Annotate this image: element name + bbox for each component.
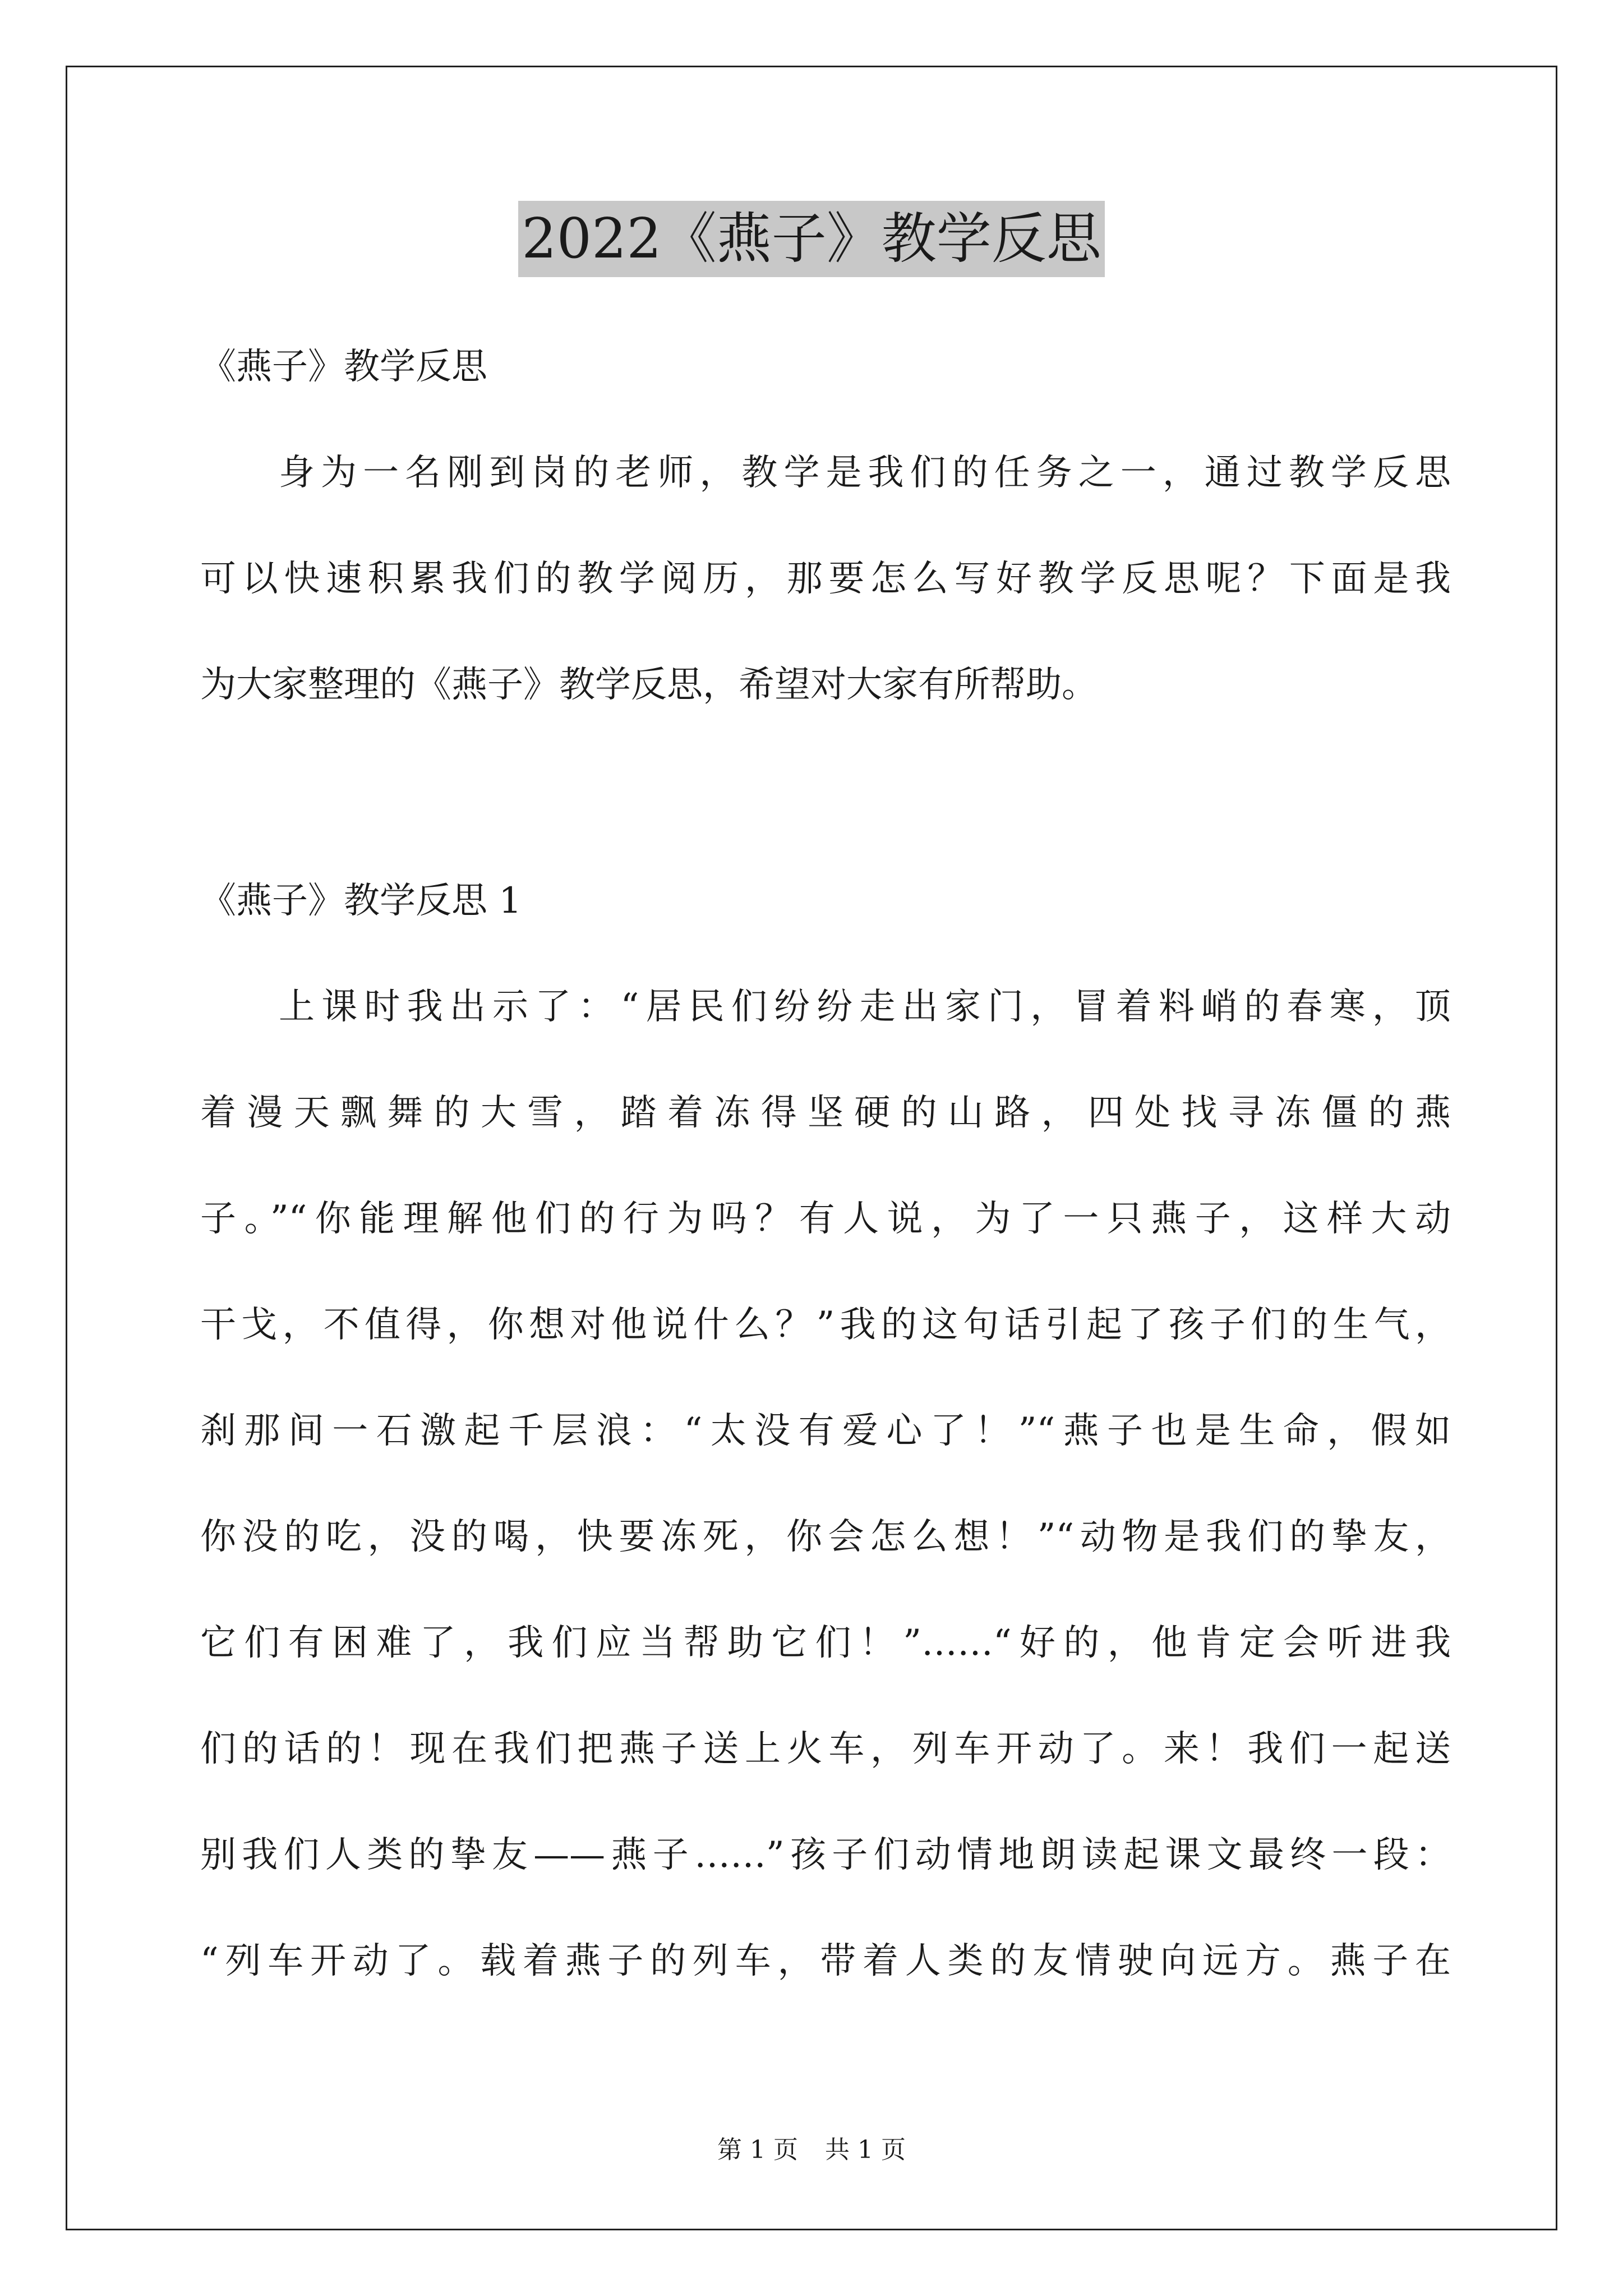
page-number: 第 1 页	[717, 2136, 798, 2164]
section-line: 们的话的！现在我们把燕子送上火车，列车开动了。来！我们一起送	[200, 1728, 1451, 1770]
section-line: 刹那间一石激起千层浪：“太没有爱心了！”“燕子也是生命，假如	[200, 1410, 1451, 1452]
paragraph-gap	[200, 738, 1451, 848]
intro-line: 为大家整理的《燕子》教学反思，希望对大家有所帮助。	[200, 664, 1098, 706]
section-line: 子。”“你能理解他们的行为吗？有人说，为了一只燕子，这样大动	[200, 1198, 1451, 1240]
section-line: 你没的吃，没的喝，快要冻死，你会怎么想！”“动物是我们的挚友，	[200, 1516, 1451, 1558]
page-total: 共 1 页	[825, 2136, 906, 2164]
section-line: “列车开动了。载着燕子的列车，带着人类的友情驶向远方。燕子在	[200, 1940, 1451, 1982]
section-heading: 《燕子》教学反思 1	[200, 880, 522, 922]
document-title: 2022《燕子》教学反思	[518, 201, 1104, 277]
subtitle: 《燕子》教学反思	[200, 346, 487, 388]
page-footer	[0, 2133, 1623, 2167]
intro-line: 可以快速积累我们的教学阅历，那要怎么写好教学反思呢？下面是我	[200, 558, 1451, 600]
section-line: 干戈，不值得，你想对他说什么？”我的这句话引起了孩子们的生气，	[200, 1304, 1451, 1346]
section-line: 着漫天飘舞的大雪，踏着冻得坚硬的山路，四处找寻冻僵的燕	[200, 1092, 1451, 1134]
section-line: 别我们人类的挚友——燕子……”孩子们动情地朗读起课文最终一段：	[200, 1834, 1451, 1876]
section-line: 它们有困难了，我们应当帮助它们！”……“好的，他肯定会听进我	[200, 1622, 1451, 1664]
title-container	[0, 201, 1623, 277]
intro-line: 身为一名刚到岗的老师，教学是我们的任务之一，通过教学反思	[279, 452, 1451, 494]
section-line: 上课时我出示了：“居民们纷纷走出家门，冒着料峭的春寒，顶	[279, 986, 1451, 1028]
document-body	[200, 314, 1451, 2014]
